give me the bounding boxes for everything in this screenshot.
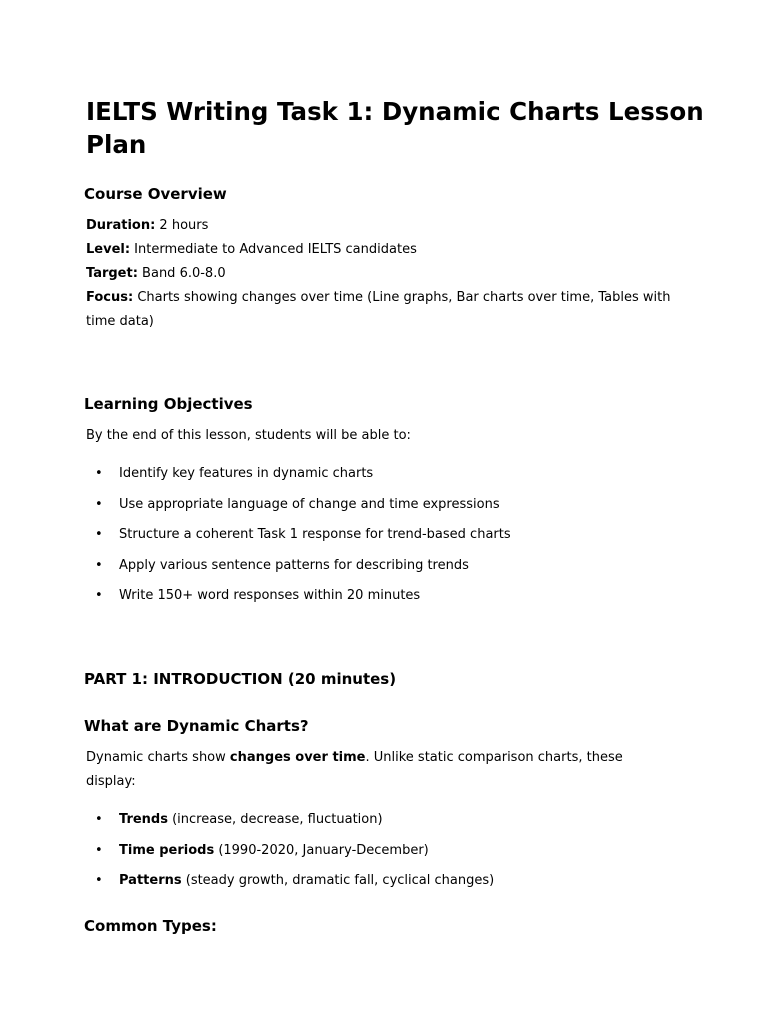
section-heading-course-overview: Course Overview [84, 185, 227, 203]
level-value: Intermediate to Advanced IELTS candidates [130, 242, 417, 257]
focus-value: Charts showing changes over time (Line graphs, Bar charts over time, Tables with time data) [86, 290, 671, 329]
bullet-icon: • [95, 812, 103, 827]
subheading-common-types: Common Types: [84, 917, 217, 935]
duration-value: 2 hours [155, 218, 209, 233]
section-heading-learning-objectives: Learning Objectives [84, 395, 253, 413]
bullet-icon: • [95, 466, 103, 481]
dynamic-charts-intro: Dynamic charts show changes over time. Unlike static comparison charts, these display: [86, 750, 623, 789]
list-item: • Apply various sentence patterns for describing trends [0, 556, 700, 587]
bullet-icon: • [95, 873, 103, 888]
dynamic-charts-features-list [0, 810, 700, 902]
emphasis-text: changes over time [229, 750, 366, 765]
objectives-intro: By the end of this lesson, students will be able to: [86, 428, 411, 443]
list-item: • Structure a coherent Task 1 response for trend-based charts [0, 525, 700, 556]
list-item: • Write 150+ word responses within 20 minutes [0, 586, 700, 617]
duration-label: Duration: [86, 218, 156, 233]
list-item: • Patterns (steady growth, dramatic fall, cyclical changes) [0, 871, 700, 902]
level-label: Level: [86, 242, 131, 257]
target-label: Target: [86, 266, 138, 281]
list-item: • Time periods (1990-2020, January-December) [0, 841, 700, 872]
bullet-icon: • [95, 527, 103, 542]
section-heading-part1: PART 1: INTRODUCTION (20 minutes) [84, 670, 397, 688]
target-line [86, 262, 696, 286]
focus-label: Focus: [86, 290, 134, 305]
level-line [86, 238, 696, 262]
duration-line [86, 214, 696, 238]
subheading-what-are-dynamic-charts: What are Dynamic Charts? [84, 717, 309, 735]
list-item: • Identify key features in dynamic charts [0, 464, 700, 495]
bullet-icon: • [95, 496, 103, 512]
objectives-list [0, 464, 700, 617]
bullet-icon: • [95, 842, 103, 858]
bullet-icon: • [95, 588, 103, 603]
list-item: • Use appropriate language of change and time expressions [0, 495, 700, 526]
target-value: Band 6.0-8.0 [137, 266, 226, 281]
focus-line [86, 286, 686, 334]
bullet-icon: • [95, 557, 103, 573]
page-title: IELTS Writing Task 1: Dynamic Charts Lesson Plan [86, 97, 704, 159]
list-item: • Trends (increase, decrease, fluctuation) [0, 810, 700, 841]
